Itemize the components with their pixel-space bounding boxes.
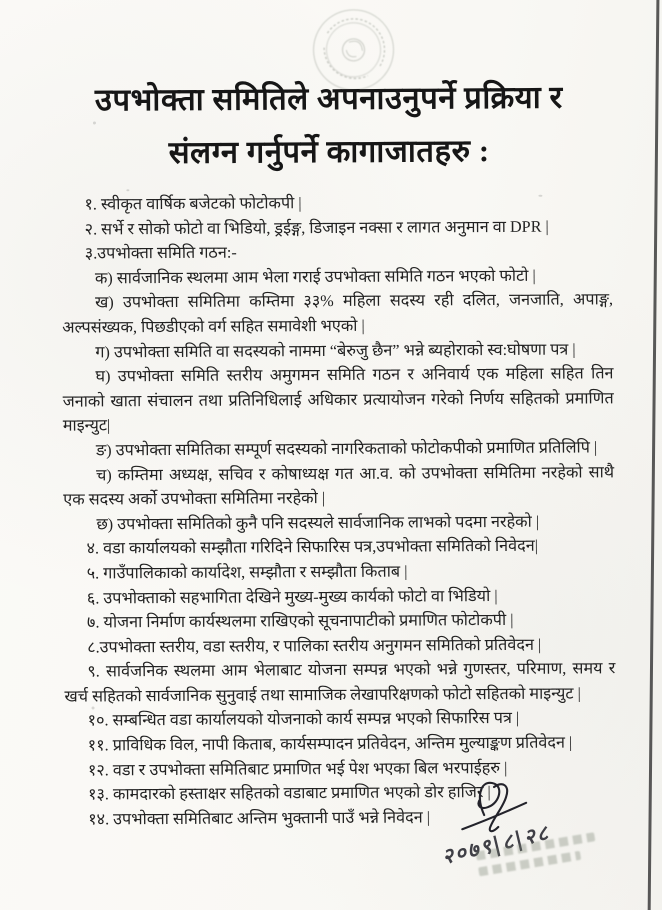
list-item: २. सर्भे र सोको फोटो वा भिडियो, ड्रईङ्ग, डिजाइन नक्सा र लागत अनुमान वा DPR | <box>84 217 549 239</box>
list-item: १३. कामदारको हस्ताक्षर सहितको वडाबाट प्रमाणित भएको डोर हाजिर | <box>88 783 491 804</box>
list-item: ६. उपभोक्ताको सहभागिता देखिने मुख्य-मुख्य कार्यको फोटो वा भिडियो | <box>86 586 498 607</box>
list-item: ३.उपभोक्ता समिति गठन:- <box>84 243 237 263</box>
list-item: घ) उपभोक्ता समिति स्तरीय अमुगमन समिति गठन र अनिवार्य एक महिला सहित तिन जनाको खाता संचालन तथा प्रतिनिधिलाई अधिकार प्रत्यायोजन गरेको निर्णय सहितको प्रमाणित माइन्युट| <box>62 364 614 435</box>
list-item: ४. वडा कार्यालयको सम्झौता गरिदिने सिफारिस पत्र,उपभोक्ता समितिको निवेदन| <box>86 537 538 558</box>
list-item: ८.उपभोक्ता स्तरीय, वडा स्तरीय, र पालिका स्तरीय अनुगमन समितिको प्रतिवेदन | <box>87 635 542 657</box>
list-item: ख) उपभोक्ता समितिमा कम्तिमा ३३% महिला सदस्य रही दलित, जनजाति, अपाङ्ग, अल्पसंख्यक, पिछडीएको वर्ग सहित समावेशी भएको | <box>62 290 614 337</box>
list-item: १०. सम्बन्धित वडा कार्यालयको योजनाको कार्य सम्पन्न भएको सिफारिस पत्र | <box>87 709 520 730</box>
list-item: १. स्वीकृत वार्षिक बजेटको फोटोकपी | <box>84 194 302 214</box>
list-item: १४. उपभोक्ता समितिबाट अन्तिम भुक्तानी पाउँ भन्ने निवेदन | <box>88 808 431 829</box>
list-item: छ) उपभोक्ता समितिको कुनै पनि सदस्यले सार्वजानिक लाभको पदमा नरहेको | <box>96 512 540 534</box>
list-item: ७. योजना निर्माण कार्यस्थलमा राखिएको सूचनापाटीको प्रमाणित फोटोकपी | <box>86 610 514 632</box>
scan-speck <box>93 121 96 124</box>
list-item: १२. वडा र उपभोक्ता समितिबाट प्रमाणित भई पेश भएका बिल भरपाईहरु | <box>87 758 508 780</box>
scan-speck <box>92 706 95 709</box>
list-item: ५. गाउँपालिकाको कार्यादेश, सम्झौता र सम्झौता किताब | <box>86 562 408 583</box>
page-title-line2: संलग्न गर्नुपर्ने कागाजातहरु : <box>168 133 490 171</box>
list-item: ग) उपभोक्ता समिति वा सदस्यको नाममा “बेरुजु छैन” भन्ने ब्यहोराको स्व:घोषणा पत्र | <box>95 340 576 361</box>
page-title-line1: उपभोक्ता समितिले अपनाउनुपर्ने प्रक्रिया र <box>94 79 563 118</box>
list-item: ९. सार्वजनिक स्थलमा आम भेलाबाट योजना सम्पन्न भएको भन्ने गुणस्तर, परिमाण, समय र खर्च सहितको सार्वजानिक सुनुवाई तथा सामाजिक लेखापरिक्षणको फोटो सहितको माइन्युट | <box>64 659 616 706</box>
scan-speck <box>126 189 129 191</box>
document-list <box>61 189 616 832</box>
handwritten-date: २०७९|८|२८ <box>439 820 553 869</box>
page-title <box>0 70 660 181</box>
list-item: ङ) उपभोक्ता समितिका सम्पूर्ण सदस्यको नागरिकताको फोटोकपीको प्रमाणित प्रतिलिपि | <box>95 438 598 460</box>
list-item: च) कम्तिमा अध्यक्ष, सचिव र कोषाध्यक्ष गत आ.व. को उपभोक्ता समितिमा नरहेको साथै एक सदस्य अर्को उपभोक्ता समितिमा नरहेको | <box>63 462 615 509</box>
scan-speck <box>538 195 542 197</box>
list-item: क) सार्वजानिक स्थलमा आम भेला गराई उपभोक्ता समिति गठन भएको फोटो | <box>94 266 536 288</box>
list-item: ११. प्राविधिक विल, नापी किताब, कार्यसम्पादन प्रतिवेदन, अन्तिम मुल्याङ्कण प्रतिवेदन | <box>87 733 573 755</box>
